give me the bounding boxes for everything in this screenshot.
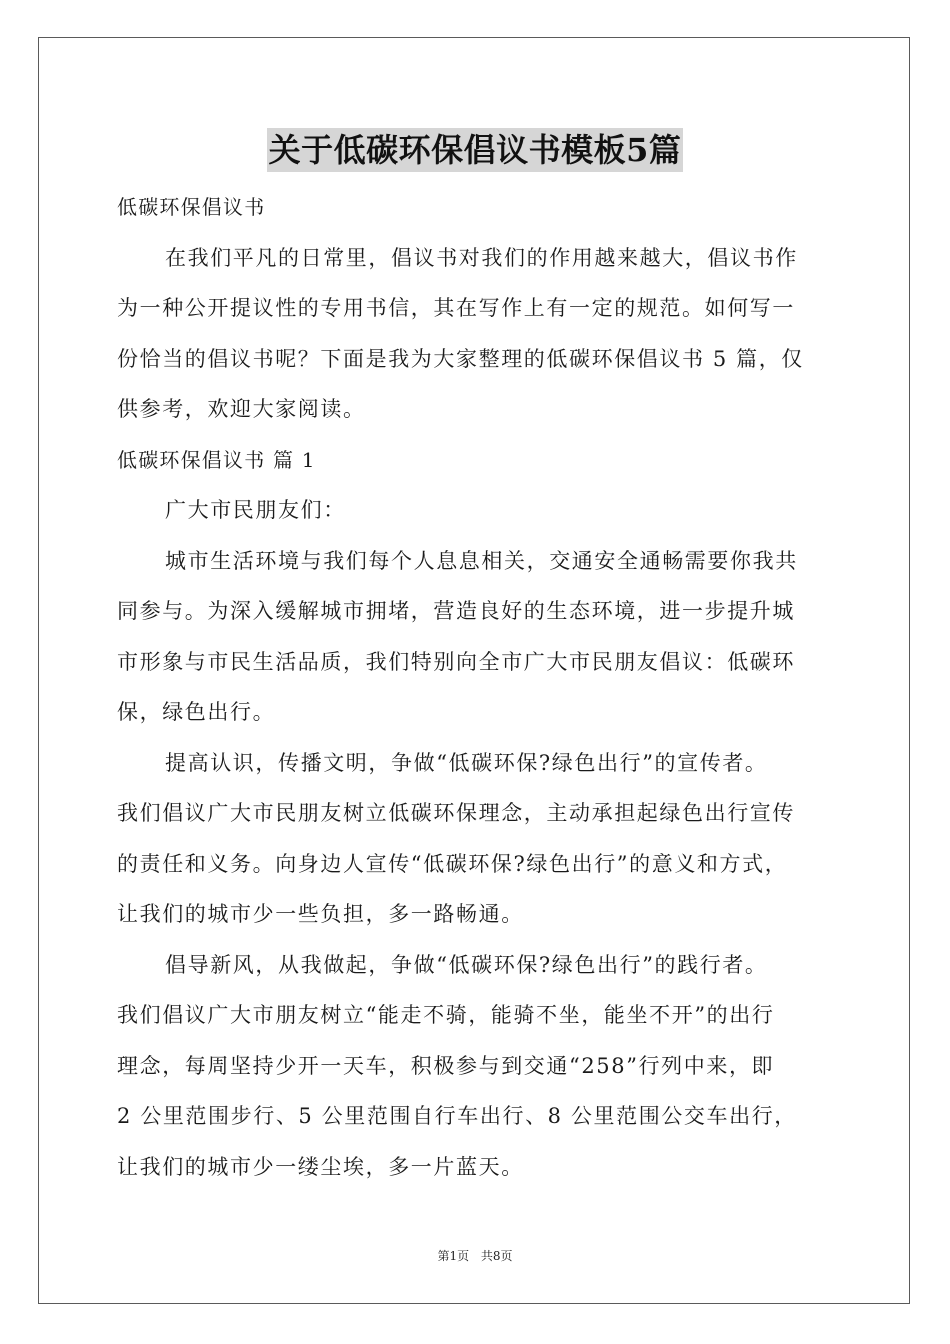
- paragraph-1: [117, 536, 837, 738]
- page-number-current: 第1页: [437, 1249, 470, 1263]
- text-line: 让我们的城市少一缕尘埃，多一片蓝天。: [117, 1154, 524, 1179]
- title-container: [0, 128, 950, 172]
- greeting: 广大市民朋友们：: [165, 498, 346, 522]
- text-line: 城市生活环境与我们每个人息息相关，交通安全通畅需要你我共: [165, 548, 798, 573]
- text-line: 我们倡议广大市朋友树立“能走不骑，能骑不坐，能坐不开”的出行: [117, 1003, 775, 1027]
- paragraph-3: [117, 940, 837, 1193]
- text-line: 理念，每周坚持少开一天车，积极参与到交通“258”行列中来，即: [117, 1053, 775, 1078]
- text-line: 供参考，欢迎大家阅读。: [117, 397, 366, 421]
- intro-paragraph: [117, 233, 837, 435]
- paragraph-2: [117, 738, 837, 940]
- document-body: [117, 182, 837, 1192]
- text-line: 保，绿色出行。: [117, 700, 276, 724]
- page-number-total: 共8页: [480, 1249, 513, 1263]
- text-line: 份恰当的倡议书呢？下面是我为大家整理的低碳环保倡议书 5 篇，仅: [117, 346, 804, 371]
- document-title: 关于低碳环保倡议书模板5篇: [267, 128, 684, 172]
- subheading: 低碳环保倡议书: [117, 195, 266, 219]
- section-heading: 低碳环保倡议书 篇 1: [117, 447, 316, 472]
- text-line: 我们倡议广大市民朋友树立低碳环保理念，主动承担起绿色出行宣传: [117, 801, 795, 825]
- text-line: 让我们的城市少一些负担，多一路畅通。: [117, 902, 524, 926]
- text-line: 市形象与市民生活品质，我们特别向全市广大市民朋友倡议：低碳环: [117, 649, 795, 674]
- text-line: 2 公里范围步行、5 公里范围自行车出行、8 公里范围公交车出行，: [117, 1104, 797, 1128]
- text-line: 在我们平凡的日常里，倡议书对我们的作用越来越大，倡议书作: [165, 245, 798, 270]
- page-footer: [0, 1247, 950, 1264]
- text-line: 的责任和义务。向身边人宣传“低碳环保?绿色出行”的意义和方式，: [117, 851, 788, 876]
- text-line: 提高认识，传播文明，争做“低碳环保?绿色出行”的宣传者。: [165, 750, 768, 775]
- text-line: 倡导新风，从我做起，争做“低碳环保?绿色出行”的践行者。: [165, 952, 768, 977]
- text-line: 同参与。为深入缓解城市拥堵，营造良好的生态环境，进一步提升城: [117, 599, 795, 623]
- text-line: 为一种公开提议性的专用书信，其在写作上有一定的规范。如何写一: [117, 296, 795, 320]
